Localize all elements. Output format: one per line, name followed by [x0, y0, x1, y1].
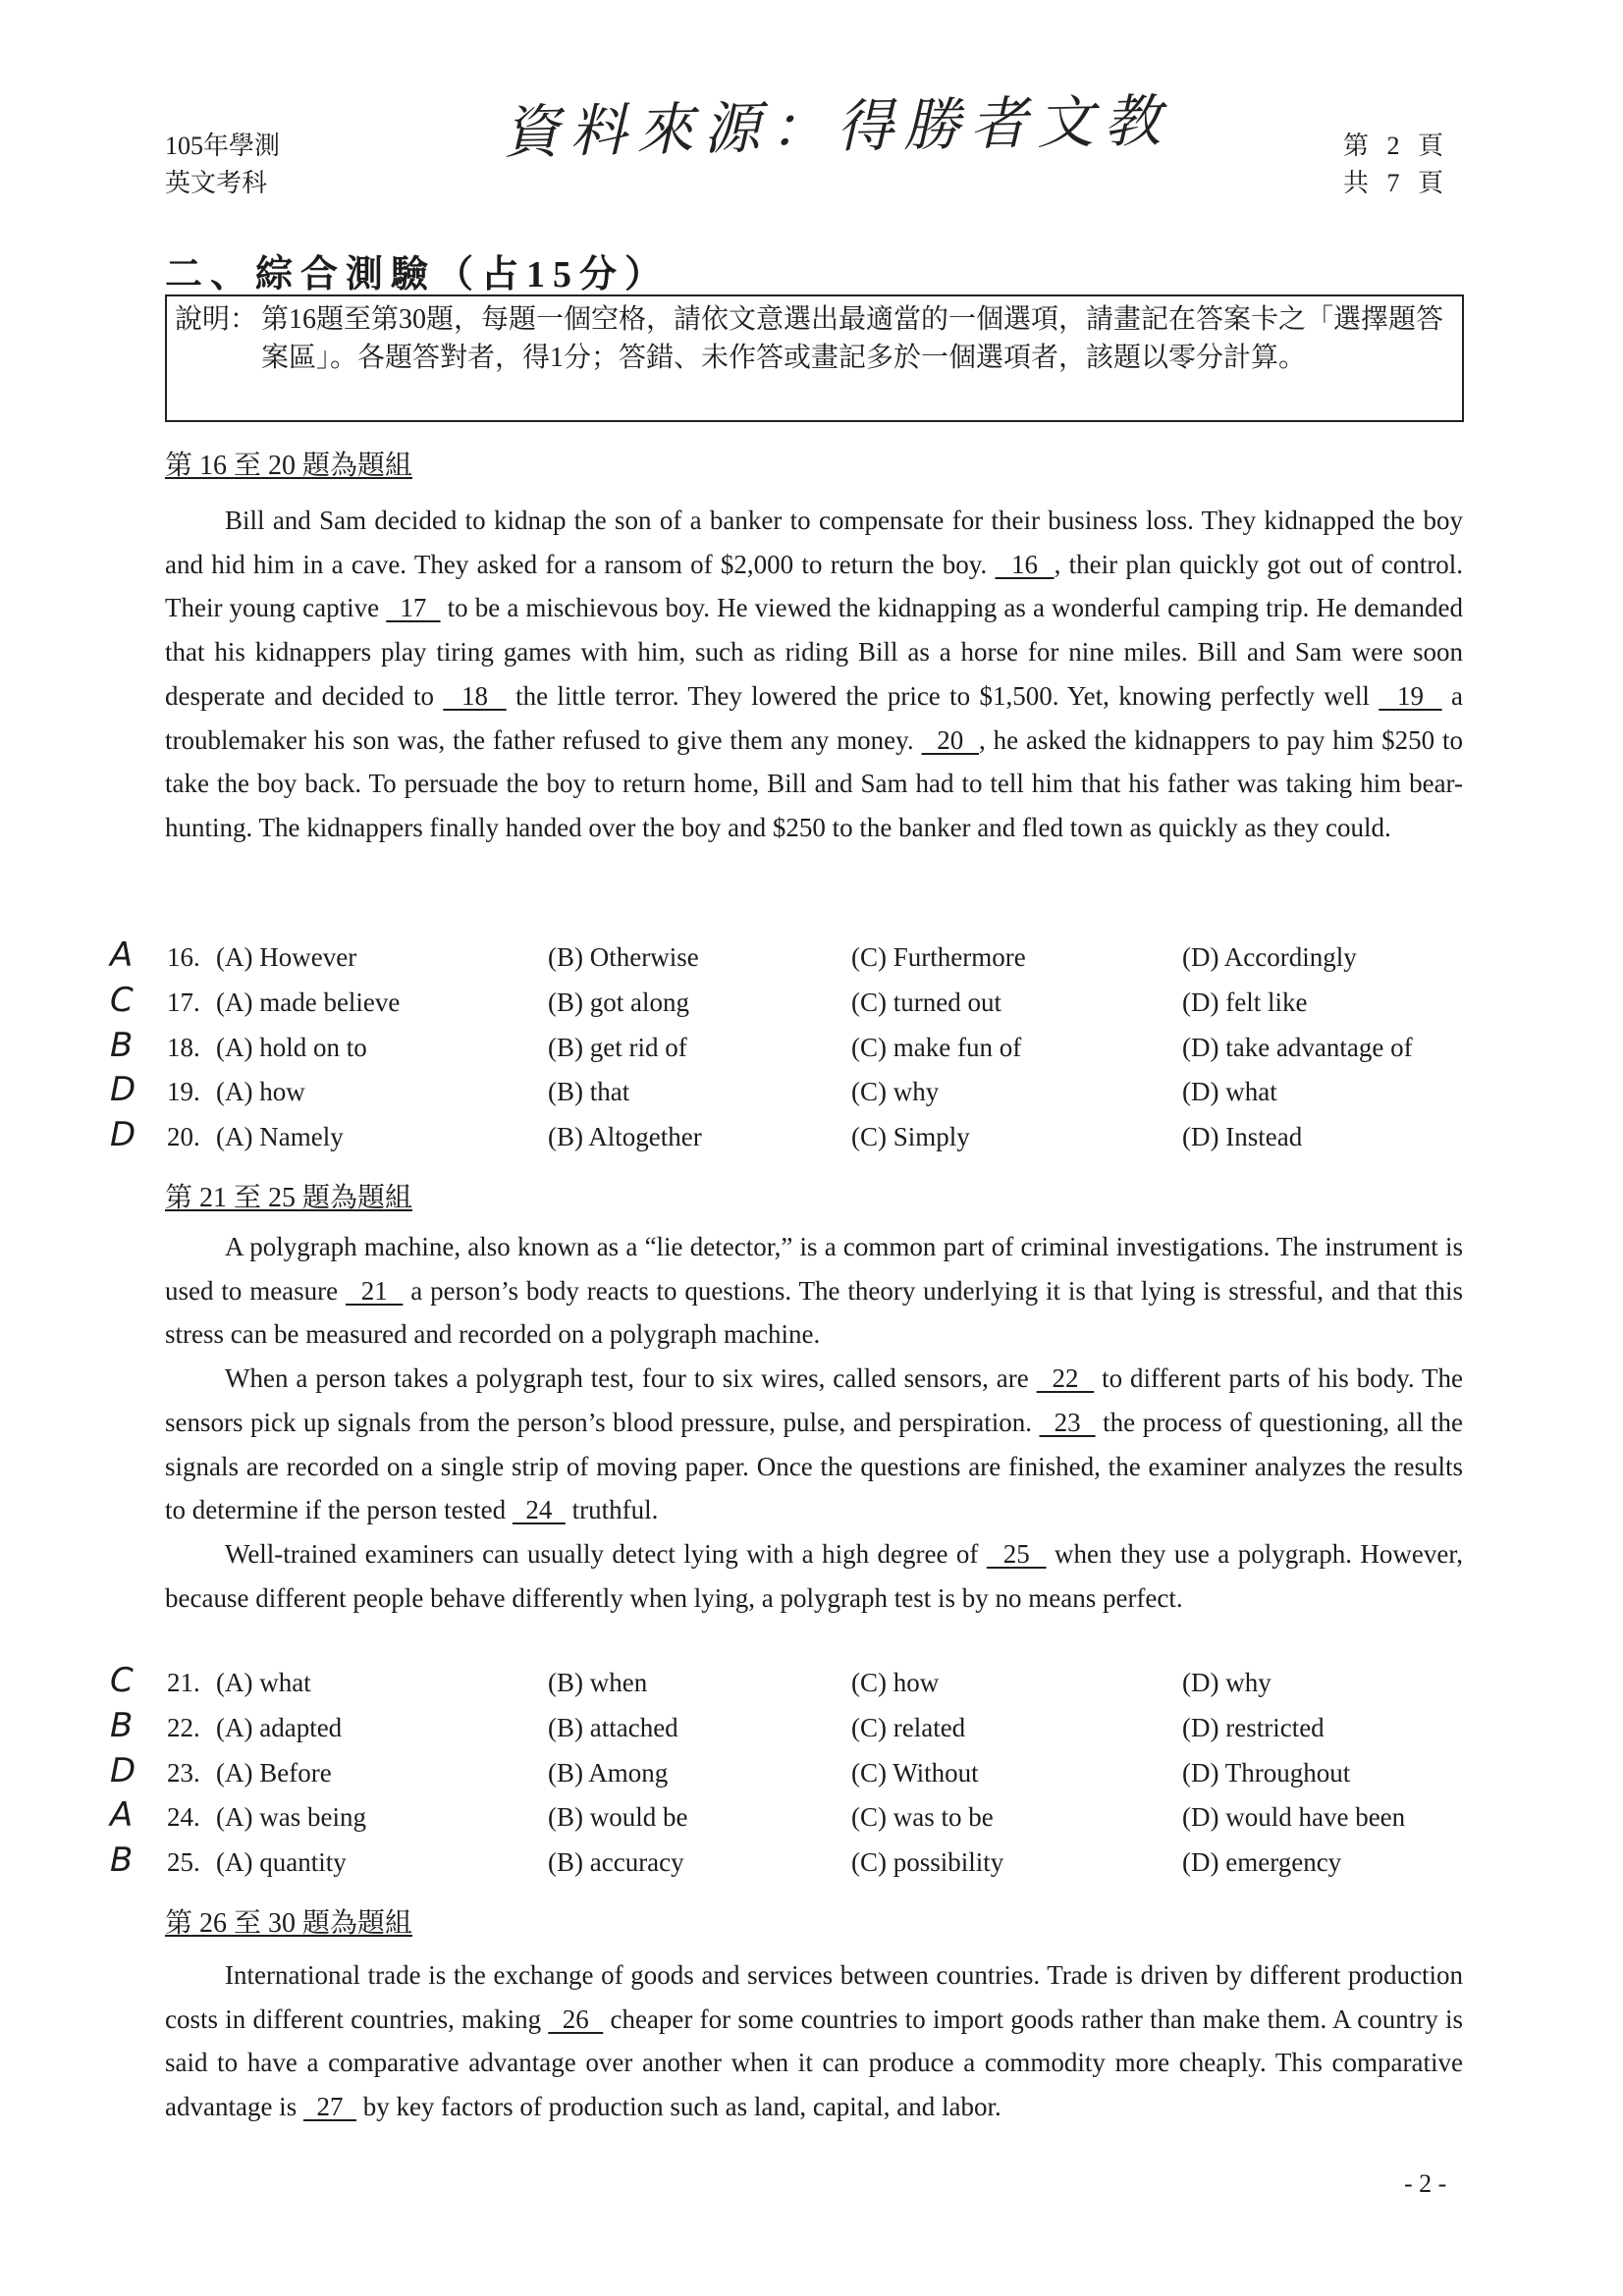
page-footer-number: - 2 - [1404, 2169, 1447, 2198]
passage-text: the process of questioning, all the signals are recorded on a single strip of moving paper. Once the questions are finished, the examiner analyzes the results to determine if the person tested [165, 1407, 1464, 1525]
answer-option[interactable]: (C) how [851, 1668, 940, 1697]
answer-option[interactable]: (A) However [216, 942, 357, 972]
answer-blank: 20 [921, 724, 979, 755]
answer-option[interactable]: (A) was being [216, 1802, 366, 1833]
answer-option[interactable]: (D) would have been [1182, 1802, 1406, 1833]
passage-text: truthful. [565, 1495, 659, 1525]
exam-year: 105年學測 [165, 132, 281, 160]
answer-blank: 26 [548, 2003, 604, 2034]
question-number: 25. [167, 1847, 200, 1877]
passage-text: When a person takes a polygraph test, four to six wires, called sensors, are [225, 1363, 1037, 1394]
answer-blank: 23 [1039, 1407, 1096, 1437]
answer-option[interactable]: (D) Throughout [1182, 1757, 1351, 1788]
answer-option[interactable]: (D) why [1182, 1668, 1271, 1697]
handwritten-answer-mark: D [110, 1750, 136, 1790]
answer-option[interactable]: (B) accuracy [548, 1847, 684, 1877]
passage-text: A polygraph machine, also known as a “lie detector,” is a common part of criminal investigations. The instrument is used to measure [165, 1232, 1463, 1306]
answer-option[interactable]: (C) Without [851, 1757, 979, 1788]
handwritten-answer-mark: B [110, 1841, 134, 1880]
handwritten-answer-mark: B [110, 1025, 134, 1065]
page-total: 共 7 頁 [1343, 169, 1450, 197]
handwritten-source-note: 資料來源：得勝者文教 [502, 87, 1171, 166]
passage-text: , their plan quickly got out of control. Their young captive [165, 549, 1463, 623]
answer-option[interactable]: (C) Furthermore [851, 942, 1026, 972]
passage-text: cheaper for some countries to import goods rather than make them. A country is said to have a comparative advantage over another when it can produce a commodity more cheaply. This comparative advantage is [165, 2003, 1463, 2122]
header-exam-info [165, 128, 280, 202]
answer-blank: 27 [302, 2092, 356, 2122]
question-number: 17. [167, 987, 200, 1017]
passage-text: a person’s body reacts to questions. The theory underlying it is that lying is stressful, and that this stress can be measured and recorded on a polygraph machine. [165, 1275, 1464, 1350]
answer-option[interactable]: (D) emergency [1182, 1847, 1342, 1877]
question-number: 24. [167, 1802, 200, 1833]
exam-subject: 英文考科 [165, 169, 268, 197]
passage-text: to different parts of his body. The sensors pick up signals from the person’s blood pressure, pulse, and perspiration. [165, 1363, 1463, 1437]
question-number: 18. [167, 1032, 200, 1062]
group-heading-26-30: 第 26 至 30 題為題組 [165, 1908, 413, 1939]
group-heading-16-20: 第 16 至 20 題為題組 [165, 451, 413, 481]
handwritten-answer-mark: D [110, 1115, 136, 1154]
handwritten-answer-mark: A [110, 1795, 134, 1836]
answer-option[interactable]: (A) Before [216, 1757, 332, 1788]
answer-option[interactable]: (B) attached [548, 1712, 678, 1742]
passage-text: when they use a polygraph. However, because different people behave differently when lying, a polygraph test is by no means perfect. [165, 1538, 1463, 1613]
passage-paragraph [165, 1953, 1463, 2129]
answer-option[interactable]: (C) was to be [851, 1802, 994, 1833]
passage-text: to be a mischievous boy. He viewed the kidnapping as a wonderful camping trip. He demanded that his kidnappers play tiring games with him, such as riding Bill as a horse for nine miles. Bill and Sam were soon desperate and decided to [165, 593, 1464, 711]
answer-option[interactable]: (C) make fun of [851, 1032, 1022, 1062]
passage-text: a troublemaker his son was, the father refused to give them any money. [165, 680, 1464, 755]
passage-text: , he asked the kidnappers to pay him $250 to take the boy back. To persuade the boy to return home, Bill and Sam had to tell him that his father was taking him bear-hunting. The kidnappers finally handed over the boy and $250 to the banker and fled town as quickly as they could. [165, 724, 1464, 842]
passage-text: Bill and Sam decided to kidnap the son of a banker to compensate for their business loss. They kidnapped the boy and hid him in a cave. They asked for a ransom of $2,000 to return the boy. [165, 506, 1463, 579]
answer-option[interactable]: (C) related [851, 1712, 966, 1742]
passage-text: International trade is the exchange of goods and services between countries. Trade is driven by different production costs in different countries, making [165, 1960, 1463, 2034]
handwritten-answer-mark: D [110, 1070, 136, 1110]
answer-option[interactable]: (C) why [851, 1077, 940, 1107]
instruction-label: 說明： [175, 304, 258, 335]
page-number: 第 2 頁 [1343, 132, 1450, 160]
answer-option[interactable]: (A) what [216, 1668, 311, 1697]
answer-option[interactable]: (A) Namely [216, 1122, 344, 1151]
answer-option[interactable]: (C) turned out [851, 987, 1001, 1017]
handwritten-answer-mark: C [110, 1661, 134, 1700]
handwritten-answer-mark: B [110, 1705, 134, 1745]
handwritten-answer-mark: A [110, 935, 134, 975]
passage-16-20 [165, 499, 1463, 850]
group-heading-21-25: 第 21 至 25 題為題組 [165, 1183, 413, 1213]
question-number: 20. [167, 1122, 200, 1151]
answer-blank: 17 [386, 593, 441, 623]
answer-option[interactable]: (B) would be [548, 1802, 688, 1833]
answer-option[interactable]: (D) what [1182, 1077, 1277, 1107]
answer-blank: 21 [346, 1275, 404, 1306]
answer-option[interactable]: (A) quantity [216, 1847, 347, 1877]
answer-option[interactable]: (B) Altogether [548, 1122, 702, 1151]
answer-option[interactable]: (D) Accordingly [1182, 942, 1357, 972]
answer-option[interactable]: (D) take advantage of [1182, 1032, 1413, 1062]
answer-option[interactable]: (A) how [216, 1077, 305, 1107]
answer-option[interactable]: (C) Simply [851, 1122, 970, 1151]
question-number: 21. [167, 1668, 200, 1697]
passage-text: Well-trained examiners can usually detect lying with a high degree of [225, 1538, 987, 1569]
answer-option[interactable]: (D) restricted [1182, 1712, 1325, 1742]
answer-option[interactable]: (B) get rid of [548, 1032, 687, 1062]
question-number: 16. [167, 942, 200, 972]
passage-text: by key factors of production such as land, capital, and labor. [355, 2092, 1001, 2122]
answer-blank: 25 [986, 1538, 1047, 1569]
answer-option[interactable]: (A) adapted [216, 1712, 343, 1742]
answer-blank: 22 [1036, 1363, 1095, 1394]
answer-option[interactable]: (A) hold on to [216, 1032, 367, 1062]
answer-option[interactable]: (A) made believe [216, 987, 401, 1017]
instruction-box [165, 294, 1464, 422]
question-number: 19. [167, 1077, 200, 1107]
answer-option[interactable]: (D) felt like [1182, 987, 1308, 1017]
passage-paragraph [165, 1532, 1463, 1620]
answer-blank: 18 [443, 680, 507, 711]
passage-21-25 [165, 1225, 1463, 1620]
question-number: 23. [167, 1757, 200, 1788]
passage-26-30 [165, 1953, 1463, 2129]
answer-option[interactable]: (B) Among [548, 1757, 669, 1788]
section-title: 二、綜合測驗（占15分） [165, 254, 671, 295]
answer-option[interactable]: (C) possibility [851, 1847, 1004, 1877]
answer-blank: 16 [995, 549, 1055, 579]
answer-blank: 19 [1379, 680, 1442, 711]
answer-option[interactable]: (B) that [548, 1077, 630, 1107]
instruction-text: 第16題至第30題，每題一個空格，請依文意選出最適當的一個選項，請畫記在答案卡之「選擇題答案區」。各題答對者，得1分；答錯、未作答或畫記多於一個選項者，該題以零分計算。 [261, 304, 1444, 373]
answer-blank: 24 [512, 1495, 566, 1525]
answer-option[interactable]: (D) Instead [1182, 1122, 1303, 1151]
answer-option[interactable]: (B) when [548, 1668, 648, 1697]
passage-paragraph [165, 499, 1463, 850]
passage-paragraph [165, 1225, 1463, 1357]
handwritten-answer-mark: C [110, 980, 134, 1020]
answer-option[interactable]: (B) got along [548, 987, 689, 1017]
passage-paragraph [165, 1357, 1463, 1532]
answer-option[interactable]: (B) Otherwise [548, 942, 699, 972]
passage-text: the little terror. They lowered the price to $1,500. Yet, knowing perfectly well [506, 680, 1380, 711]
question-number: 22. [167, 1712, 200, 1742]
header-page-info [1343, 128, 1449, 202]
